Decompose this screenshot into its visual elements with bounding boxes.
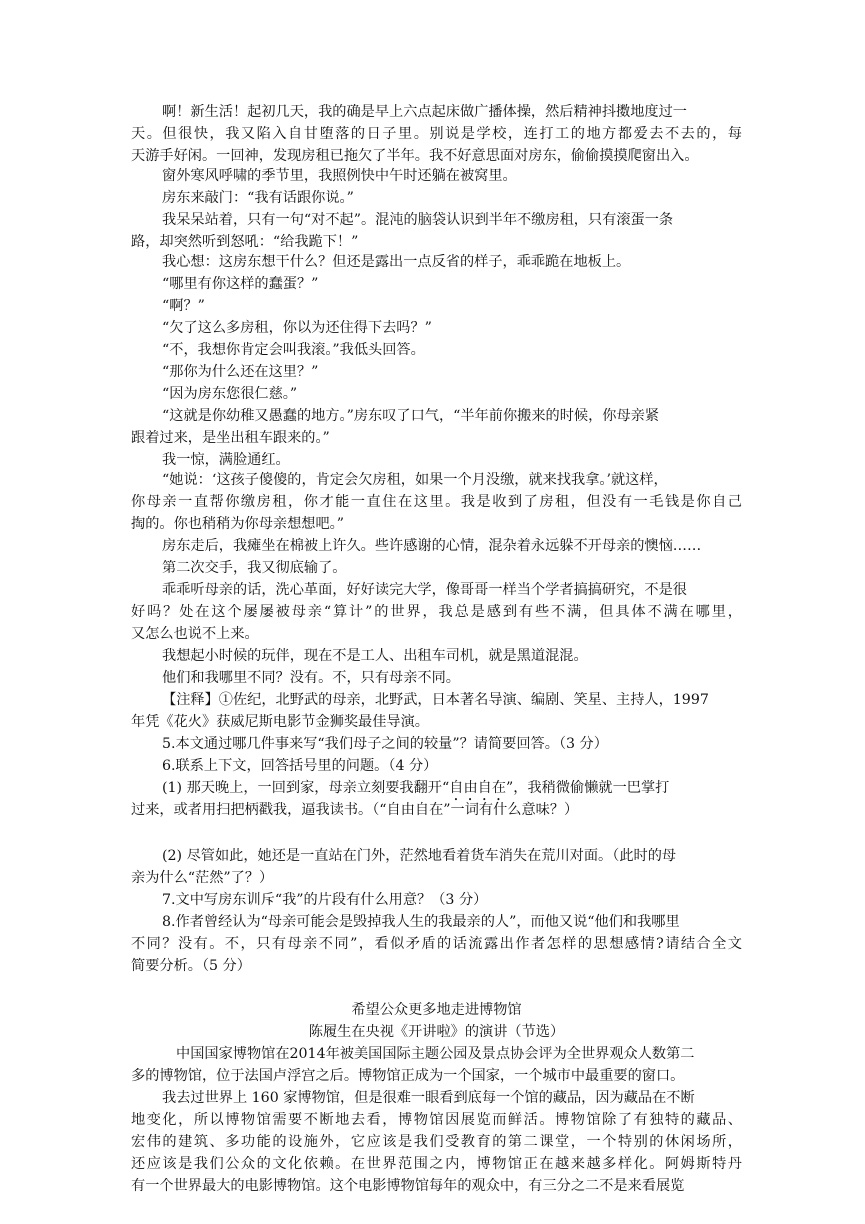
article-paragraph-line: 宏伟的建筑、多功能的设施外，它应该是我们受教育的第二课堂，一个特别的休闲场所， [131,1134,742,1150]
dialogue-line: “因为房东您很仁慈。” [162,386,298,402]
story-paragraph-line: 路，却突然听到怒吼：“给我跪下！” [131,234,359,250]
dialogue-line: “那你为什么还在这里？” [162,364,319,380]
story-paragraph-line: 天。但很快，我又陷入自甘堕落的日子里。别说是学校，连打工的地方都爱去不去的，每 [131,126,742,142]
story-paragraph-line: 啊！新生活！起初几天，我的确是早上六点起床做广播体操，然后精神抖擞地度过一 [162,104,687,120]
story-paragraph-line: 第二次交手，我又彻底输了。 [162,560,347,576]
question-5: 5.本文通过哪几件事来写“我们母子之间的较量”？请简要回答。（3 分） [162,736,608,752]
dialogue-line: “不，我想你肯定会叫我滚。”我低头回答。 [162,342,425,358]
story-paragraph-line: 我想起小时候的玩伴，现在不是工人、出租车司机，就是黑道混混。 [162,648,588,664]
article-paragraph-line: 有一个世界最大的电影博物馆。这个电影博物馆每年的观众中，有三分之二不是来看展览 [131,1178,685,1194]
article-paragraph-line: 我去过世界上 160 家博物馆，但是很难一眼看到底每一个馆的藏品，因为藏品在不断 [162,1090,695,1106]
footnote-line: 年凭《花火》获威尼斯电影节金狮奖最佳导演。 [131,714,429,730]
emphasized-term: 自由自在 [449,780,507,796]
footnote-label: 【注释】 [162,692,219,708]
footnote-line [162,690,709,710]
story-paragraph-line: 我一惊，满脸通红。 [162,452,290,468]
question-8: 8.作者曾经认为“母亲可能会是毁掉我人生的我最亲的人”，而他又说“他们和我哪里 [162,914,680,930]
article-subtitle: 陈履生在央视《开讲啦》的演讲（节选） [308,1024,565,1040]
question-text: ”，我稍微偷懒就一巴掌打 [506,780,670,796]
article-paragraph-line: 多的博物馆，位于法国卢浮宫之后。博物馆正成为一个国家，一个城市中最重要的窗口。 [131,1068,685,1084]
footnote-text: ①佐纪，北野武的母亲，北野武，日本著名导演、编剧、笑星、主持人，1997 [218,692,709,708]
story-paragraph-line: 好吗？处在这个屡屡被母亲“算计”的世界，我总是感到有些不满，但具体不满在哪里， [131,604,742,620]
question-6-2: (2) 尽管如此，她还是一直站在门外，茫然地看着货车消失在荒川对面。（此时的母 [162,848,677,864]
story-paragraph-line: “她说：‘这孩子傻傻的，肯定会欠房租，如果一个月没缴，就来找我拿。’就这样， [162,472,668,488]
dialogue-line: “啊？” [162,298,205,314]
story-paragraph-line: 我呆呆站着，只有一句“对不起”。混沌的脑袋认识到半年不缴房租，只有滚蛋一条 [162,212,674,228]
question-text: (1) 那天晚上，一回到家，母亲立刻要我翻开“ [162,780,450,796]
article-paragraph-line: 地变化，所以博物馆需要不断地去看，博物馆因展览而鲜活。博物馆除了有独特的藏品、 [131,1112,742,1128]
story-paragraph-line: 你母亲一直帮你缴房租，你才能一直住在这里。我是收到了房租，但没有一毛钱是你自己 [131,494,742,510]
dialogue-line: “欠了这么多房租，你以为还住得下去吗？” [162,320,432,336]
question-6-1-line: 过来，或者用扫把柄戳我，逼我读书。（“自由自在”一词有什么意味？） [131,802,579,818]
story-paragraph-line: 他们和我哪里不同？没有。不，只有母亲不同。 [162,670,460,686]
story-paragraph-line: 我心想：这房东想干什么？但还是露出一点反省的样子，乖乖跪在地板上。 [162,254,631,270]
story-paragraph-line: 乖乖听母亲的话，洗心革面，好好读完大学，像哥哥一样当个学者搞搞研究，不是很 [162,582,687,598]
article-paragraph-line: 还应该是我们公众的文化依赖。在世界范围之内，博物馆正在越来越多样化。阿姆斯特丹 [131,1156,742,1172]
question-7: 7.文中写房东训斥“我”的片段有什么用意？（3 分） [162,892,488,908]
story-paragraph-line: 跟着过来，是坐出租车跟来的。” [131,430,330,446]
question-8-line: 简要分析。（5 分） [131,958,251,974]
question-8-line: 不同？没有。不，只有母亲不同”，看似矛盾的话流露出作者怎样的思想感情?请结合全文 [131,936,742,952]
story-paragraph-line: 房东走后，我瘫坐在棉被上许久。些许感谢的心情，混杂着永远躲不开母亲的懊恼…… [162,538,702,554]
story-paragraph-line: 又怎么也说不上来。 [131,626,259,642]
story-paragraph-line: 窗外寒风呼啸的季节里，我照例快中午时还躺在被窝里。 [162,168,517,184]
article-paragraph-line: 中国国家博物馆在2014年被美国国际主题公园及景点协会评为全世界观众人数第二 [176,1046,695,1062]
question-6: 6.联系上下文，回答括号里的问题。（4 分） [162,758,438,774]
article-title: 希望公众更多地走进博物馆 [351,1002,522,1018]
story-paragraph-line: “这就是你幼稚又愚蠢的地方。”房东叹了口气，“半年前你搬来的时候，你母亲紧 [162,408,660,424]
dialogue-line: “哪里有你这样的蠢蛋？” [162,276,319,292]
story-paragraph-line: 掏的。你也稍稍为你母亲想想吧。” [131,516,344,532]
story-paragraph-line: 房东来敲门：“我有话跟你说。” [162,190,354,206]
story-paragraph-line: 天游手好闲。一回神，发现房租已拖欠了半年。我不好意思面对房东，偷偷摸摸爬窗出入。 [131,148,699,164]
question-6-2-line: 亲为什么“茫然”了？） [131,870,274,886]
